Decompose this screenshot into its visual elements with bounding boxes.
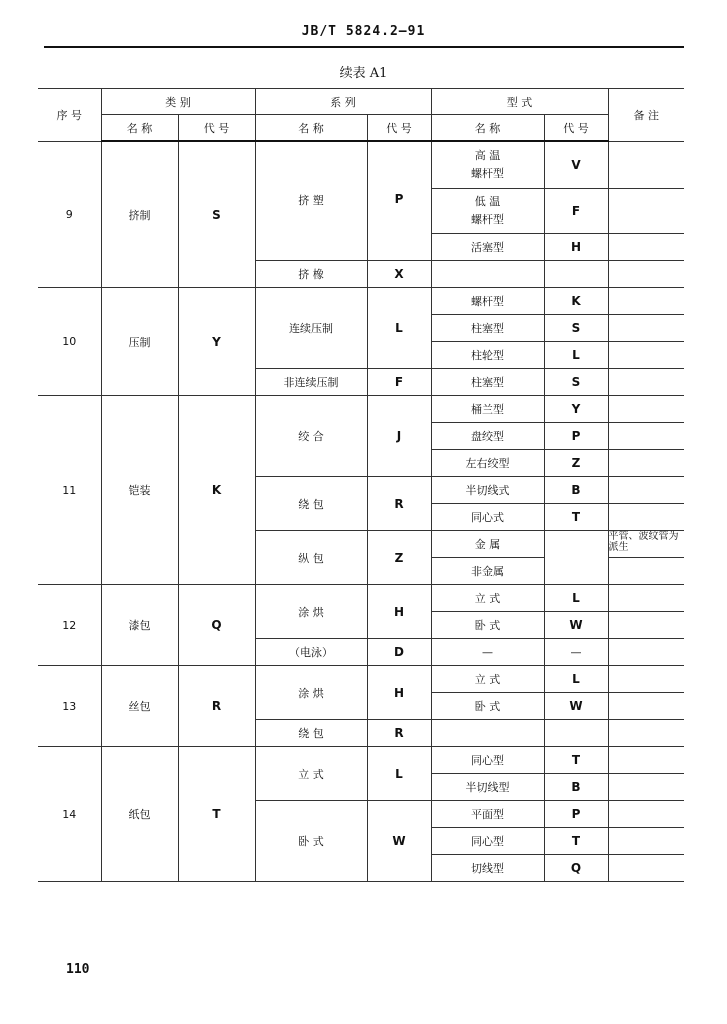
row13-type-3-name [431,720,544,747]
row11-remark-6: 平管、波纹管为派生 [608,531,684,558]
row13-category-code: R [178,666,255,747]
row11-type-1-name: 桶兰型 [431,396,544,423]
row11-series-2-name: 绕 包 [255,477,367,531]
row12-type-2-name: 卧 式 [431,612,544,639]
row11-type-3-name: 左右绞型 [431,450,544,477]
row9-remark-2 [608,189,684,234]
row11-type-1-code: Y [544,396,608,423]
row13-type-2-name: 卧 式 [431,693,544,720]
header-type-name: 名 称 [431,115,544,142]
row12-category-name: 漆包 [101,585,178,666]
row9-category-name: 挤制 [101,141,178,288]
row11-type-5-name: 同心式 [431,504,544,531]
row11-category-name: 铠装 [101,396,178,585]
row11-category-code: K [178,396,255,585]
row11-type-7-name: 非金属 [431,558,544,585]
row10-type-3-code: L [544,342,608,369]
row11-series-2-code: R [367,477,431,531]
row14-remark-5 [608,855,684,882]
header-series: 系 列 [255,89,431,115]
row10-type-2-code: S [544,315,608,342]
row12-type-1-name: 立 式 [431,585,544,612]
row9-remark-1 [608,141,684,189]
header-seq: 序 号 [38,89,101,142]
row11-series-3-code: Z [367,531,431,585]
row13-series-2-code: R [367,720,431,747]
row14-type-4-name: 同心型 [431,828,544,855]
row10-type-2-name: 柱塞型 [431,315,544,342]
row11-type-5-code: T [544,504,608,531]
row10-type-1-name: 螺杆型 [431,288,544,315]
row11-type-4-name: 半切线式 [431,477,544,504]
row13-series-1-code: H [367,666,431,720]
row14-series-2-name: 卧 式 [255,801,367,882]
header-category: 类 别 [101,89,255,115]
row9-type-3-name: 活塞型 [431,234,544,261]
row12-remark-3 [608,639,684,666]
row9-type-1-name: 高 温 螺杆型 [431,141,544,189]
row13-type-1-code: L [544,666,608,693]
row9-category-code: S [178,141,255,288]
row14-type-2-code: B [544,774,608,801]
table-title: 续表 A1 [339,66,388,81]
row11-series-1-name: 绞 合 [255,396,367,477]
row13-type-2-code: W [544,693,608,720]
row10-remark-1 [608,288,684,315]
header-category-code: 代 号 [178,115,255,142]
row14-type-5-code: Q [544,855,608,882]
header-rule [44,46,684,48]
row9-type-1-code: V [544,141,608,189]
row10-type-3-name: 柱轮型 [431,342,544,369]
row14-category-code: T [178,747,255,882]
header-category-name: 名 称 [101,115,178,142]
row10-type-1-code: K [544,288,608,315]
row11-remark-4 [608,477,684,504]
row14-remark-2 [608,774,684,801]
row9-series-2-code: X [367,261,431,288]
row13-series-1-name: 涂 烘 [255,666,367,720]
row13-series-2-name: 绕 包 [255,720,367,747]
row14-type-2-name: 半切线型 [431,774,544,801]
row14-series-2-code: W [367,801,431,882]
row9-seq: 9 [38,141,101,288]
row11-type-3-code: Z [544,450,608,477]
row14-series-1-name: 立 式 [255,747,367,801]
row9-type-2-name: 低 温 螺杆型 [431,189,544,234]
header-type: 型 式 [431,89,608,115]
row10-series-2-name: 非连续压制 [255,369,367,396]
row11-remark-5 [608,504,684,531]
row10-category-name: 压制 [101,288,178,396]
row10-seq: 10 [38,288,101,396]
row13-remark-3 [608,720,684,747]
header-series-code: 代 号 [367,115,431,142]
row12-series-2-code: D [367,639,431,666]
header-remark: 备 注 [608,89,684,142]
row11-type-4-code: B [544,477,608,504]
row14-type-5-name: 切线型 [431,855,544,882]
row14-type-4-code: T [544,828,608,855]
row9-series-code: P [367,141,431,261]
row10-series-2-code: F [367,369,431,396]
row11-type-6-code [544,531,608,585]
row14-series-1-code: L [367,747,431,801]
row9-series-2-name: 挤 橡 [255,261,367,288]
row14-remark-1 [608,747,684,774]
row9-type-4-name [431,261,544,288]
row9-type-2-code: F [544,189,608,234]
row13-type-1-name: 立 式 [431,666,544,693]
row12-seq: 12 [38,585,101,666]
row11-type-2-code: P [544,423,608,450]
row11-series-3-name: 纵 包 [255,531,367,585]
row10-remark-3 [608,342,684,369]
row13-category-name: 丝包 [101,666,178,747]
row13-remark-1 [608,666,684,693]
row14-seq: 14 [38,747,101,882]
row11-remark-7 [608,558,684,585]
row14-remark-4 [608,828,684,855]
standard-code: JB/T 5824.2—91 [301,24,426,39]
row11-type-2-name: 盘绞型 [431,423,544,450]
page-number: 110 [66,962,90,977]
row13-type-3-code [544,720,608,747]
row12-type-2-code: W [544,612,608,639]
row14-remark-3 [608,801,684,828]
row11-series-1-code: J [367,396,431,477]
row12-type-3-name: — [431,639,544,666]
header-type-code: 代 号 [544,115,608,142]
row12-series-2-name: （电泳） [255,639,367,666]
row13-seq: 13 [38,666,101,747]
row12-category-code: Q [178,585,255,666]
row10-series-name: 连续压制 [255,288,367,369]
row10-type-4-code: S [544,369,608,396]
classification-table [38,88,684,882]
row10-remark-4 [608,369,684,396]
row9-type-4-code [544,261,608,288]
row9-type-3-code: H [544,234,608,261]
row12-remark-1 [608,585,684,612]
row11-seq: 11 [38,396,101,585]
row10-type-4-name: 柱塞型 [431,369,544,396]
row10-series-code: L [367,288,431,369]
row12-series-1-name: 涂 烘 [255,585,367,639]
row14-type-3-name: 平面型 [431,801,544,828]
row14-type-3-code: P [544,801,608,828]
row12-type-1-code: L [544,585,608,612]
row13-remark-2 [608,693,684,720]
row12-type-3-code: — [544,639,608,666]
row9-series-name: 挤 塑 [255,141,367,261]
row10-remark-2 [608,315,684,342]
row14-category-name: 纸包 [101,747,178,882]
row11-remark-3 [608,450,684,477]
row12-remark-2 [608,612,684,639]
row11-type-6-name: 金 属 [431,531,544,558]
row9-remark-4 [608,261,684,288]
row14-type-1-name: 同心型 [431,747,544,774]
row11-remark-1 [608,396,684,423]
row11-remark-2 [608,423,684,450]
row12-series-1-code: H [367,585,431,639]
row9-remark-3 [608,234,684,261]
header-series-name: 名 称 [255,115,367,142]
row10-category-code: Y [178,288,255,396]
row14-type-1-code: T [544,747,608,774]
